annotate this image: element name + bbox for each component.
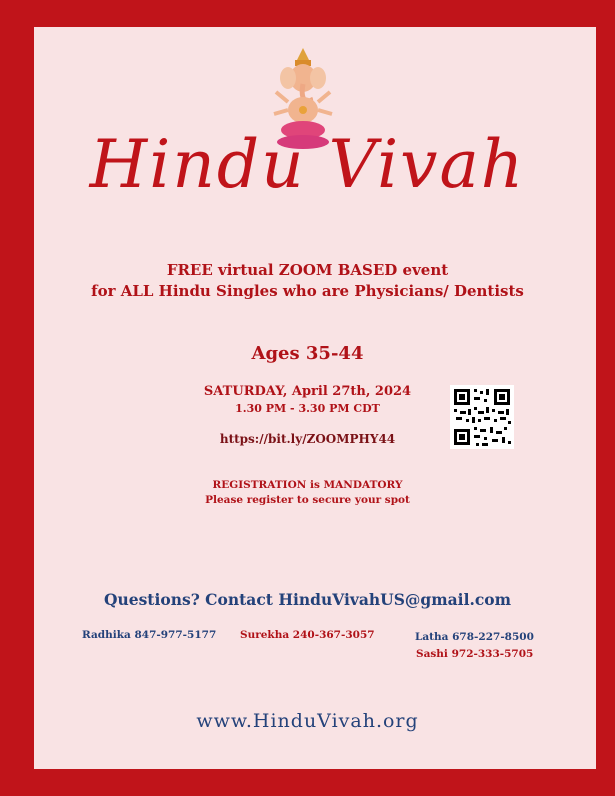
age-range: Ages 35-44 bbox=[251, 343, 364, 364]
contact-phone-radhika: Radhika 847-977-5177 bbox=[82, 629, 217, 641]
qr-code-icon[interactable] bbox=[450, 385, 514, 449]
website-link[interactable]: www.HinduVivah.org bbox=[196, 710, 419, 732]
event-date: SATURDAY, April 27th, 2024 bbox=[203, 384, 412, 399]
contact-phone-latha: Latha 678-227-8500 bbox=[415, 631, 534, 643]
zoom-link[interactable]: https://bit.ly/ZOOMPHY44 bbox=[219, 432, 396, 446]
contact-phone-surekha: Surekha 240-367-3057 bbox=[240, 629, 375, 641]
page-title: Hindu Vivah bbox=[89, 126, 526, 203]
registration-instruction: Please register to secure your spot bbox=[205, 494, 410, 506]
registration-notice: REGISTRATION is MANDATORY bbox=[212, 479, 403, 491]
event-time: 1.30 PM - 3.30 PM CDT bbox=[235, 402, 380, 415]
event-description-line2: for ALL Hindu Singles who are Physicians/ Dentists bbox=[91, 282, 524, 300]
event-description-line1: FREE virtual ZOOM BASED event bbox=[166, 261, 449, 279]
contact-phone-sashi: Sashi 972-333-5705 bbox=[416, 648, 534, 660]
contact-email: Questions? Contact HinduVivahUS@gmail.com bbox=[103, 590, 512, 609]
